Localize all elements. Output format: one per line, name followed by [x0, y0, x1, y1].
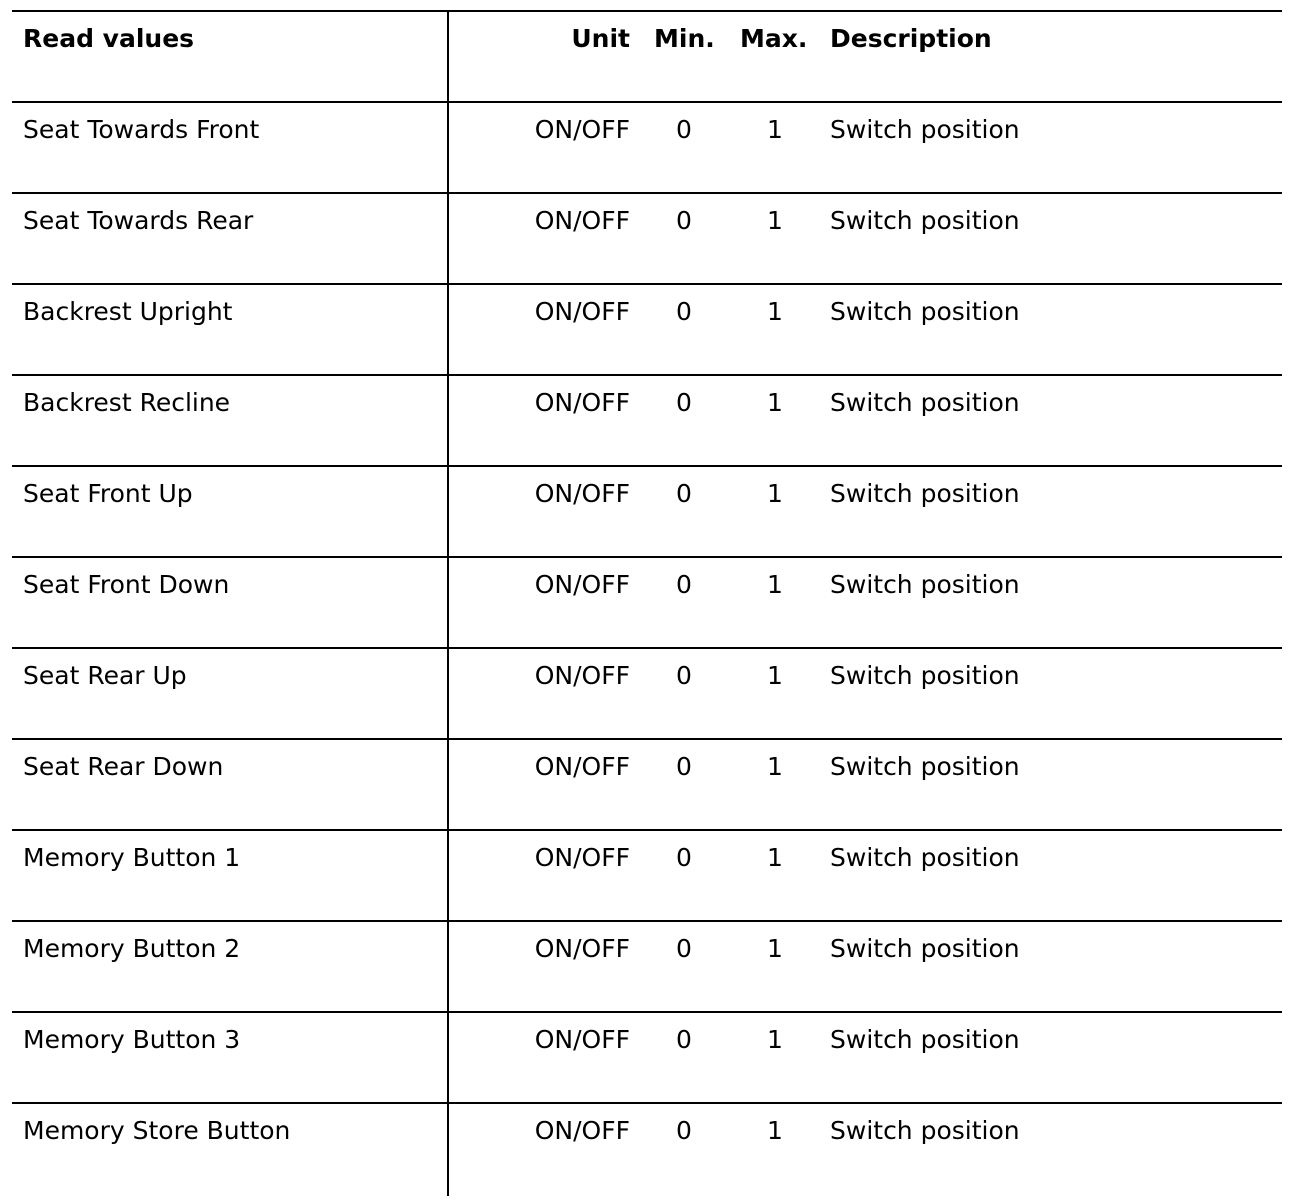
row-unit: ON/OFF	[534, 570, 630, 599]
row-min: 0	[676, 206, 692, 235]
row-unit: ON/OFF	[534, 115, 630, 144]
row-name: Backrest Upright	[23, 297, 233, 326]
row-description: Switch position	[830, 1116, 1020, 1145]
row-min: 0	[676, 752, 692, 781]
row-unit: ON/OFF	[534, 1025, 630, 1054]
row-min: 0	[676, 115, 692, 144]
row-description: Switch position	[830, 297, 1020, 326]
row-description: Switch position	[830, 752, 1020, 781]
row-name: Backrest Recline	[23, 388, 231, 417]
table-row	[12, 101, 1282, 192]
row-name: Memory Button 3	[23, 1025, 241, 1054]
table-row	[12, 556, 1282, 647]
row-name: Memory Store Button	[23, 1116, 291, 1145]
table-row	[12, 1011, 1282, 1102]
row-unit: ON/OFF	[534, 297, 630, 326]
header-unit: Unit	[571, 24, 630, 53]
row-name: Seat Rear Down	[23, 752, 224, 781]
row-description: Switch position	[830, 570, 1020, 599]
table-header-row	[12, 10, 1282, 101]
row-unit: ON/OFF	[534, 388, 630, 417]
row-min: 0	[676, 388, 692, 417]
row-unit: ON/OFF	[534, 661, 630, 690]
row-max: 1	[767, 206, 783, 235]
row-unit: ON/OFF	[534, 479, 630, 508]
row-description: Switch position	[830, 115, 1020, 144]
table-row	[12, 738, 1282, 829]
row-name: Seat Rear Up	[23, 661, 187, 690]
row-name: Seat Front Down	[23, 570, 230, 599]
row-unit: ON/OFF	[534, 1116, 630, 1145]
read-values-table	[12, 10, 1282, 1193]
table-row	[12, 647, 1282, 738]
header-min: Min.	[654, 24, 715, 53]
row-description: Switch position	[830, 1025, 1020, 1054]
row-unit: ON/OFF	[534, 752, 630, 781]
row-description: Switch position	[830, 934, 1020, 963]
row-description: Switch position	[830, 388, 1020, 417]
table-row	[12, 465, 1282, 556]
table-row	[12, 283, 1282, 374]
row-min: 0	[676, 297, 692, 326]
table-row	[12, 920, 1282, 1011]
row-min: 0	[676, 843, 692, 872]
header-description: Description	[830, 24, 992, 53]
row-max: 1	[767, 752, 783, 781]
row-min: 0	[676, 1116, 692, 1145]
row-unit: ON/OFF	[534, 934, 630, 963]
row-max: 1	[767, 479, 783, 508]
row-name: Seat Front Up	[23, 479, 193, 508]
row-max: 1	[767, 843, 783, 872]
row-description: Switch position	[830, 661, 1020, 690]
row-name: Memory Button 1	[23, 843, 241, 872]
row-max: 1	[767, 1116, 783, 1145]
row-max: 1	[767, 388, 783, 417]
row-min: 0	[676, 1025, 692, 1054]
row-min: 0	[676, 661, 692, 690]
row-max: 1	[767, 115, 783, 144]
row-name: Memory Button 2	[23, 934, 241, 963]
row-unit: ON/OFF	[534, 206, 630, 235]
row-description: Switch position	[830, 479, 1020, 508]
row-max: 1	[767, 934, 783, 963]
row-max: 1	[767, 297, 783, 326]
header-read-values: Read values	[23, 24, 195, 53]
row-min: 0	[676, 479, 692, 508]
table-row	[12, 829, 1282, 920]
row-name: Seat Towards Front	[23, 115, 260, 144]
header-max: Max.	[740, 24, 808, 53]
row-min: 0	[676, 934, 692, 963]
row-max: 1	[767, 1025, 783, 1054]
row-name: Seat Towards Rear	[23, 206, 254, 235]
table-row	[12, 192, 1282, 283]
row-description: Switch position	[830, 206, 1020, 235]
row-max: 1	[767, 661, 783, 690]
table-row	[12, 1102, 1282, 1193]
row-max: 1	[767, 570, 783, 599]
table-row	[12, 374, 1282, 465]
row-min: 0	[676, 570, 692, 599]
row-unit: ON/OFF	[534, 843, 630, 872]
row-description: Switch position	[830, 843, 1020, 872]
